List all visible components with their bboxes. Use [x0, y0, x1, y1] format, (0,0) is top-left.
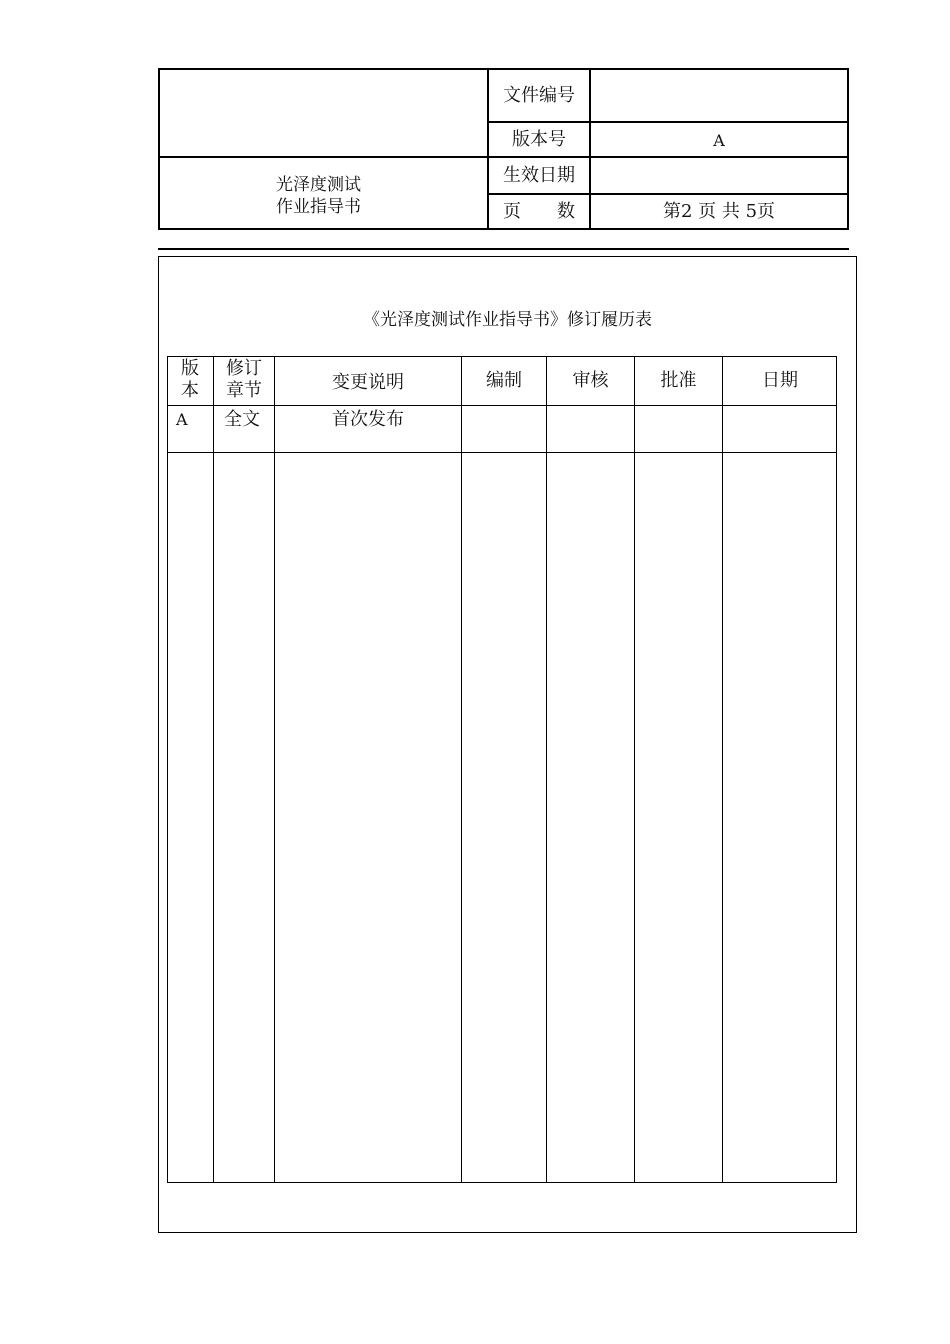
row-divider-1	[167, 405, 837, 406]
value-page-count: 第2 页 共 5页	[662, 201, 776, 222]
col-divider-4	[546, 356, 547, 1183]
col-divider-6	[722, 356, 723, 1183]
doc-title-line2: 作业指导书	[276, 197, 361, 217]
revision-title: 《光泽度测试作业指导书》修订履历表	[363, 310, 652, 330]
col-header-version-1: 版	[181, 358, 199, 379]
col-header-version-2: 本	[181, 380, 199, 401]
label-version: 版本号	[512, 129, 566, 150]
cell-version: A	[176, 410, 188, 429]
cell-chapter: 全文	[224, 409, 260, 430]
col-header-chapter-1: 修订	[226, 358, 262, 379]
header-separator-rule	[158, 248, 849, 250]
cell-description: 首次发布	[332, 409, 404, 430]
header-divider-h3	[487, 193, 849, 195]
col-divider-2	[274, 356, 275, 1183]
label-doc-number: 文件编号	[503, 85, 575, 106]
label-page-count: 页 数	[503, 201, 575, 222]
value-version: A	[713, 131, 725, 150]
col-header-chapter-2: 章节	[226, 380, 262, 401]
col-header-approved: 批准	[660, 370, 697, 391]
col-divider-3	[461, 356, 462, 1183]
col-header-reviewed: 审核	[572, 370, 609, 391]
row-divider-2	[167, 452, 837, 453]
header-divider-h1	[487, 121, 849, 123]
col-header-compiled: 编制	[486, 370, 522, 391]
label-effective-date: 生效日期	[503, 165, 575, 186]
header-divider-h2	[158, 156, 849, 158]
col-divider-1	[213, 356, 214, 1183]
col-header-date: 日期	[762, 370, 798, 391]
revision-table-border	[167, 356, 837, 1183]
col-divider-5	[634, 356, 635, 1183]
doc-title-line1: 光泽度测试	[276, 175, 361, 195]
col-header-description: 变更说明	[332, 372, 404, 393]
